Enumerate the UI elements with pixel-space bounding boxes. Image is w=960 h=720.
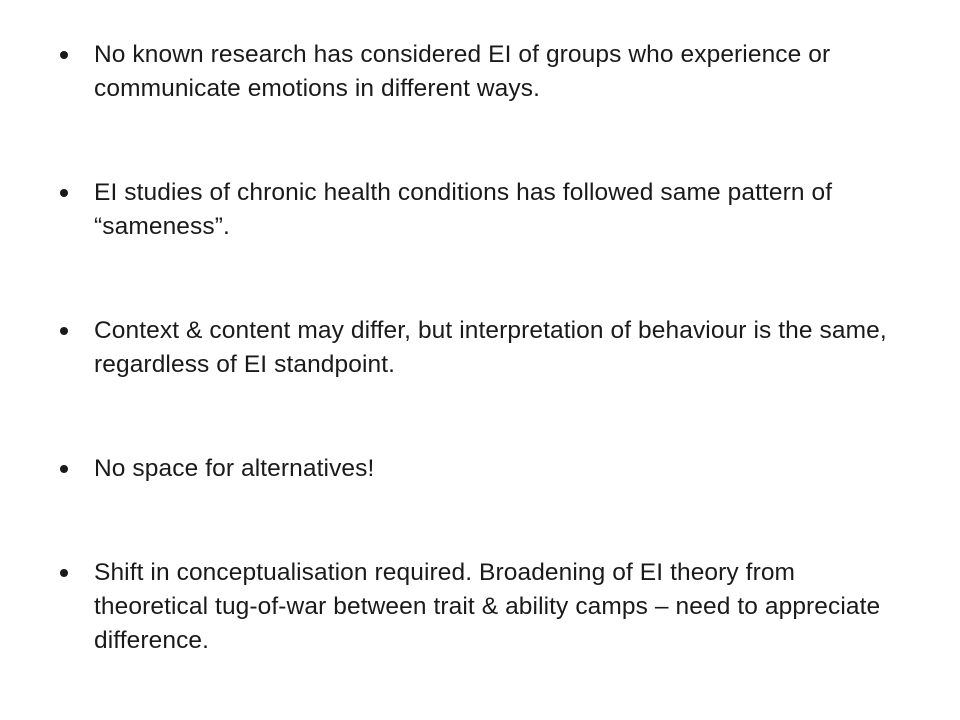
- bullet-text: EI studies of chronic health conditions has followed same pattern of “sameness”.: [94, 179, 833, 240]
- bullet-text: Context & content may differ, but interpretation of behaviour is the same, regardless of EI standpoint.: [94, 317, 887, 378]
- bullet-dot-icon: [60, 327, 68, 335]
- bullet-text: No space for alternatives!: [94, 455, 375, 482]
- bullet-list: [60, 38, 910, 658]
- bullet-dot-icon: [60, 189, 68, 197]
- bullet-item: [60, 176, 910, 244]
- bullet-dot-icon: [60, 51, 68, 59]
- bullet-item: [60, 452, 910, 486]
- bullet-item: [60, 38, 910, 106]
- bullet-dot-icon: [60, 465, 68, 473]
- bullet-text: No known research has considered EI of groups who experience or communicate emotions in different ways.: [94, 41, 831, 102]
- bullet-item: [60, 556, 910, 658]
- bullet-dot-icon: [60, 569, 68, 577]
- bullet-text: Shift in conceptualisation required. Broadening of EI theory from theoretical tug-of-war between trait & ability camps – need to appreciate difference.: [94, 559, 881, 654]
- bullet-item: [60, 314, 910, 382]
